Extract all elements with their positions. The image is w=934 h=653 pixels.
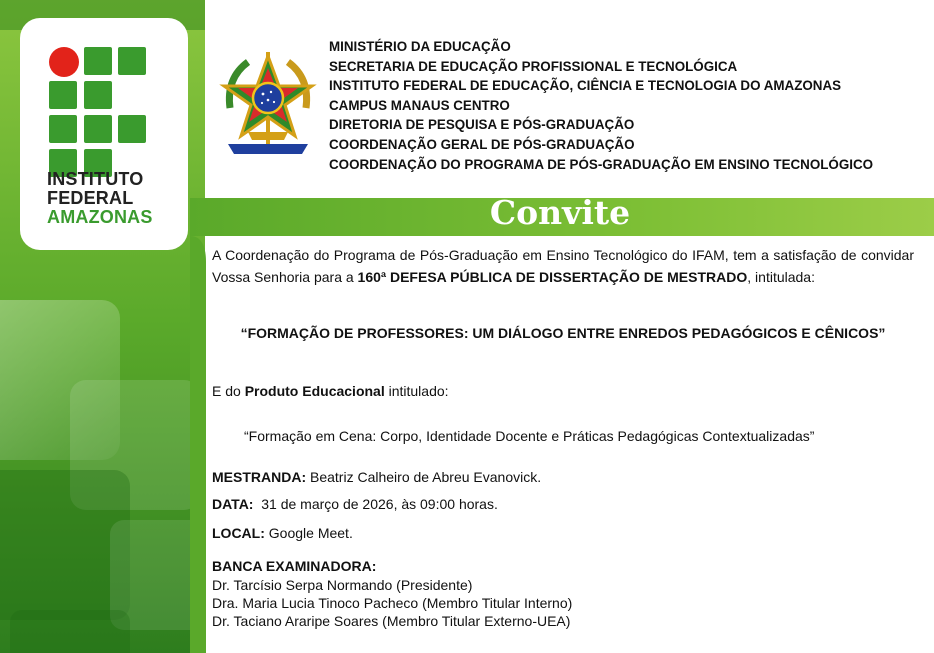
local-value: Google Meet. [264, 525, 353, 541]
header-line-secretaria: SECRETARIA DE EDUCAÇÃO PROFISSIONAL E TECNOLÓGICA [329, 58, 738, 74]
banca-member: Dr. Tarcísio Serpa Normando (Presidente) [212, 577, 473, 593]
local-field [212, 523, 353, 543]
header-line-instituto: INSTITUTO FEDERAL DE EDUCAÇÃO, CIÊNCIA E TECNOLOGIA DO AMAZONAS [329, 78, 842, 94]
intro-paragraph [212, 244, 914, 288]
produto-suffix: intitulado: [384, 383, 449, 399]
logo-text-federal: FEDERAL [47, 188, 134, 208]
header-line-coordenacao-geral: COORDENAÇÃO GERAL DE PÓS-GRADUAÇÃO [329, 136, 635, 152]
dissertation-title: “FORMAÇÃO DE PROFESSORES: UM DIÁLOGO ENTRE ENREDOS PEDAGÓGICOS E CÊNICOS” [240, 325, 886, 341]
produto-prefix: E do [212, 383, 245, 399]
header-line-ministerio: MINISTÉRIO DA EDUCAÇÃO [329, 39, 511, 54]
logo-text-instituto: INSTITUTO [47, 169, 144, 189]
invite-heading: Convite [489, 193, 631, 232]
data-label: DATA: [212, 496, 254, 512]
data-value: 31 de março de 2026, às 09:00 horas. [253, 496, 498, 512]
mestranda-label: MESTRANDA: [212, 469, 307, 485]
intro-text-bold: 160ª DEFESA PÚBLICA DE DISSERTAÇÃO DE MESTRADO [357, 269, 748, 285]
logo-red-circle [49, 47, 79, 77]
invite-body [212, 244, 914, 288]
banca-list [212, 576, 572, 630]
produto-intro-line [212, 381, 449, 401]
produto-bold: Produto Educacional [244, 383, 385, 399]
banca-member: Dra. Maria Lucia Tinoco Pacheco (Membro Titular Interno) [212, 595, 573, 611]
intro-text-part2: , intitulada: [747, 269, 815, 285]
produto-title: “Formação em Cena: Corpo, Identidade Docente e Práticas Pedagógicas Contextualizadas” [244, 428, 815, 444]
mestranda-field [212, 467, 541, 487]
header-line-coordenacao-programa: COORDENAÇÃO DO PROGRAMA DE PÓS-GRADUAÇÃO EM ENSINO TECNOLÓGICO [329, 156, 874, 172]
banca-member: Dr. Taciano Araripe Soares (Membro Titular Externo-UEA) [212, 613, 571, 629]
brazil-coat-of-arms-icon [218, 48, 318, 160]
mestranda-value: Beatriz Calheiro de Abreu Evanovick. [306, 469, 542, 485]
institution-header [329, 37, 873, 174]
banca-label: BANCA EXAMINADORA: [212, 558, 377, 574]
header-line-campus: CAMPUS MANAUS CENTRO [329, 97, 510, 113]
logo-text-amazonas: AMAZONAS [47, 207, 153, 227]
intro-text-part1: A Coordenação do Programa de Pós-Graduação em Ensino Tecnológico do IFAM, tem a satisfação de convidar Vossa Senhoria para a [212, 247, 914, 285]
data-field [212, 494, 498, 514]
header-line-diretoria: DIRETORIA DE PESQUISA E PÓS-GRADUAÇÃO [329, 117, 635, 133]
local-label: LOCAL: [212, 525, 265, 541]
